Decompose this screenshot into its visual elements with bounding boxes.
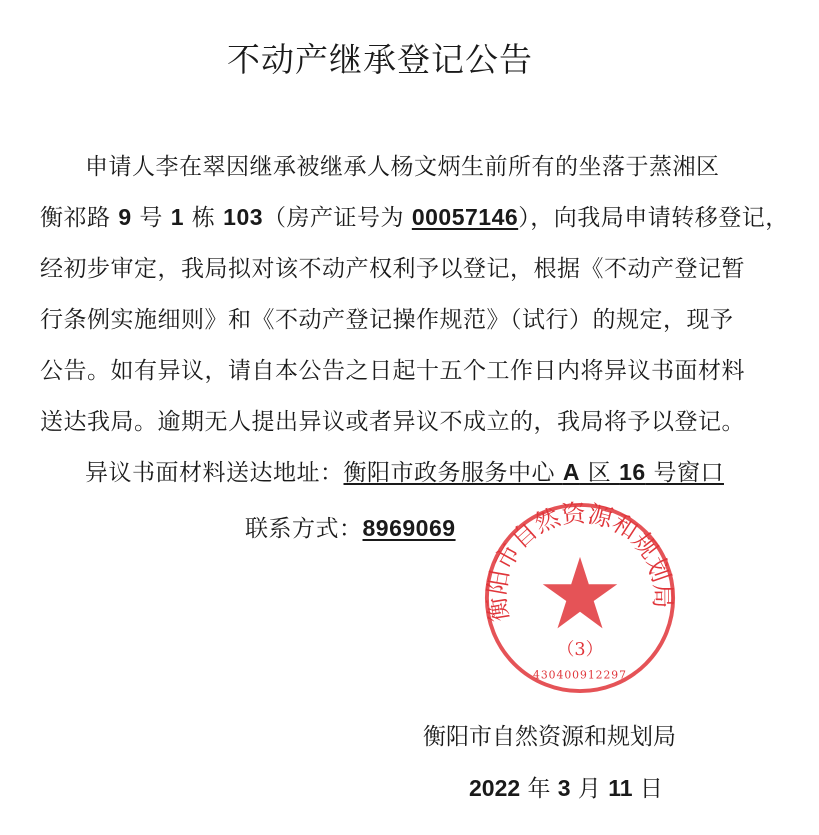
issue-date: 2022 年 3 月 11 日 (469, 775, 663, 802)
page-title: 不动产继承登记公告 (227, 40, 533, 79)
star-icon (543, 557, 617, 629)
body-line-3: 经初步审定，我局拟对该不动产权利予以登记，根据《不动产登记暂 (40, 256, 745, 282)
contact-line: 联系方式：8969069 (245, 515, 456, 542)
official-seal (482, 500, 678, 696)
seal-code: 430400912297 (533, 668, 627, 682)
address-line: 异议书面材料送达地址：衡阳市政务服务中心 A 区 16 号窗口 (85, 459, 724, 486)
issuing-authority: 衡阳市自然资源和规划局 (423, 724, 676, 750)
seal-text: 衡阳市自然资源和规划局 (482, 500, 678, 624)
contact-value: 8969069 (362, 515, 456, 541)
body-line-6: 送达我局。逾期无人提出异议或者异议不成立的，我局将予以登记。 (40, 409, 745, 435)
body-line-1: 申请人李在翠因继承被继承人杨文炳生前所有的坐落于蒸湘区 (85, 154, 720, 180)
certificate-number: 00057146 (411, 204, 519, 230)
seal-number: （3） (556, 639, 604, 660)
address-value: 衡阳市政务服务中心 A 区 16 号窗口 (343, 459, 724, 486)
body-line-5: 公告。如有异议，请自本公告之日起十五个工作日内将异议书面材料 (40, 358, 745, 384)
body-line-2: 衡祁路 9 号 1 栋 103（房产证号为 00057146），向我局申请转移登记， (40, 204, 789, 231)
body-line-4: 行条例实施细则》和《不动产登记操作规范》（试行）的规定，现予 (40, 307, 734, 333)
